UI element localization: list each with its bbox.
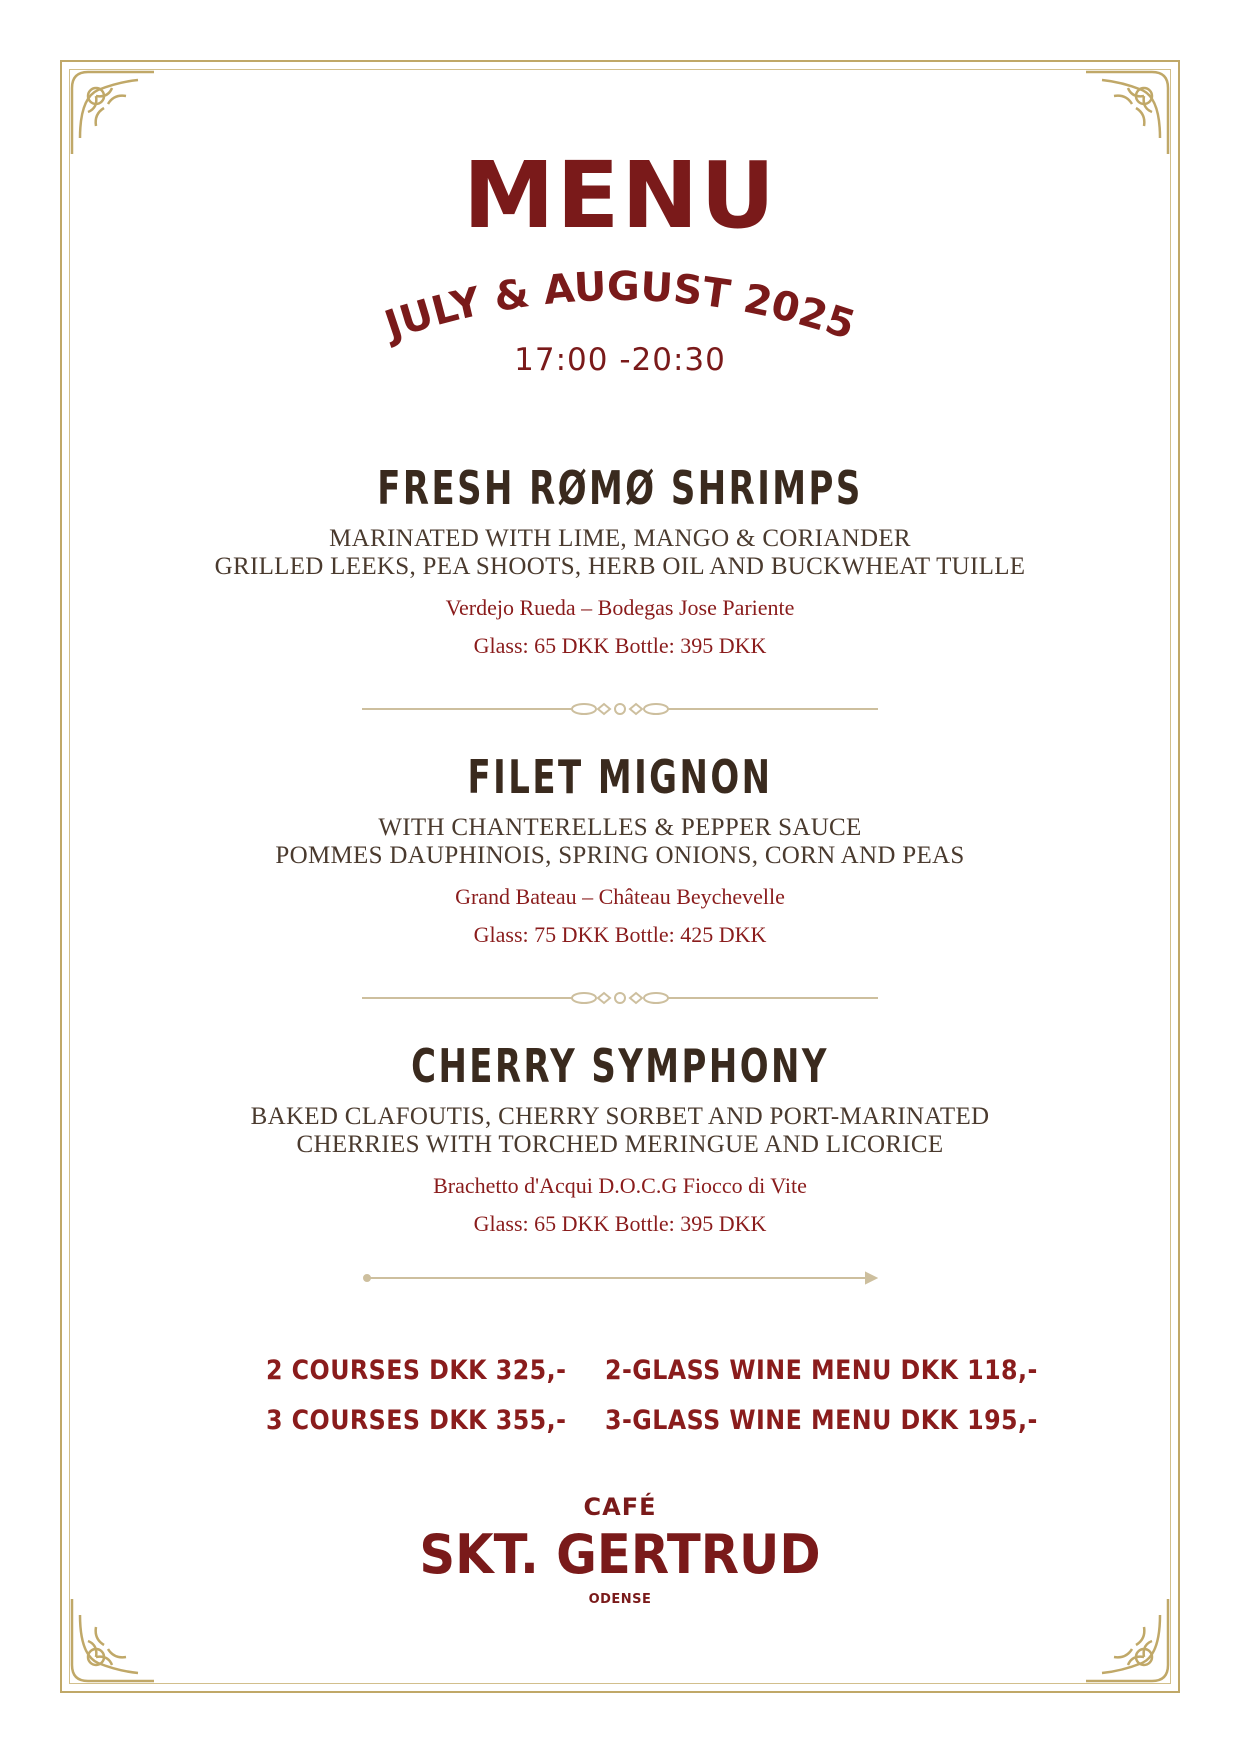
dish-section-3	[0, 1039, 1240, 1237]
svg-text:JULY & AUGUST 2025	[377, 264, 861, 350]
wine-price: Glass: 75 DKK Bottle: 425 DKK	[473, 922, 767, 947]
three-glass-wine-price: 3-GLASS WINE MENU DKK 195,-	[605, 1405, 1038, 1436]
three-course-price: 3 COURSES DKK 355,-	[266, 1405, 567, 1436]
dish-name: FILET MIGNON	[467, 750, 773, 804]
corner-ornament-icon	[68, 68, 158, 158]
two-glass-wine-price: 2-GLASS WINE MENU DKK 118,-	[605, 1355, 1038, 1386]
dish-description-line: BAKED CLAFOUTIS, CHERRY SORBET AND PORT-MARINATED	[250, 1103, 990, 1130]
wine-pairing: Verdejo Rueda – Bodegas Jose Pariente	[445, 595, 795, 620]
opening-hours: 17:00 -20:30	[514, 342, 726, 378]
corner-ornament-icon	[1082, 1595, 1172, 1685]
ornamental-divider-icon	[362, 988, 878, 1008]
menu-title: MENU	[462, 142, 778, 249]
dish-description-line: MARINATED WITH LIME, MANGO & CORIANDER	[329, 525, 911, 552]
dish-name: CHERRY SYMPHONY	[411, 1039, 829, 1093]
arrow-divider-icon	[362, 1268, 878, 1288]
wine-price: Glass: 65 DKK Bottle: 395 DKK	[473, 1211, 767, 1236]
two-course-price: 2 COURSES DKK 325,-	[266, 1355, 567, 1386]
wine-price: Glass: 65 DKK Bottle: 395 DKK	[473, 633, 767, 658]
wine-pairing: Grand Bateau – Château Beychevelle	[455, 884, 785, 909]
ornamental-divider-icon	[362, 699, 878, 719]
corner-ornament-icon	[1082, 68, 1172, 158]
corner-ornament-icon	[68, 1595, 158, 1685]
logo-city: ODENSE	[588, 1592, 652, 1607]
logo-name: SKT. GERTRUD	[419, 1523, 821, 1586]
dish-description-line: GRILLED LEEKS, PEA SHOOTS, HERB OIL AND BUCKWHEAT TUILLE	[214, 553, 1026, 580]
dish-description-line: WITH CHANTERELLES & PEPPER SAUCE	[378, 814, 862, 841]
dish-description-line: POMMES DAUPHINOIS, SPRING ONIONS, CORN AND PEAS	[275, 842, 965, 869]
dish-section-1	[0, 461, 1240, 659]
dish-section-2	[0, 750, 1240, 948]
logo-cafe-word: CAFÉ	[583, 1493, 657, 1521]
dish-name: FRESH RØMØ SHRIMPS	[377, 461, 863, 515]
wine-pairing: Brachetto d'Acqui D.O.C.G Fiocco di Vite	[433, 1173, 807, 1198]
dish-description-line: CHERRIES WITH TORCHED MERINGUE AND LICORICE	[296, 1131, 944, 1158]
menu-subtitle: JULY & AUGUST 2025	[379, 263, 861, 350]
subtitle-arc	[370, 250, 870, 350]
